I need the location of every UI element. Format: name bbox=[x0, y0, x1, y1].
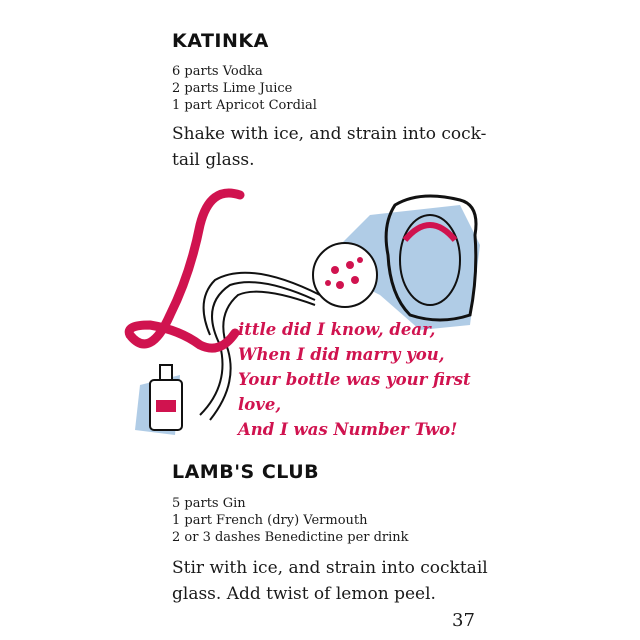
instruction-line: Stir with ice, and strain into cocktail bbox=[172, 558, 488, 578]
lambs-club-ingredients bbox=[172, 495, 409, 546]
bottle-icon bbox=[150, 365, 182, 430]
instruction-line: glass. Add twist of lemon peel. bbox=[172, 584, 436, 604]
poem-line: And I was Number Two! bbox=[238, 420, 458, 439]
poem bbox=[238, 317, 490, 442]
ingredient: 2 parts Lime Juice bbox=[172, 81, 293, 96]
lambs-club-instructions bbox=[172, 555, 488, 607]
katinka-ingredients bbox=[172, 63, 317, 114]
recipe-title-katinka: KATINKA bbox=[172, 30, 269, 52]
poem-line: Your bottle was your first love, bbox=[238, 370, 471, 414]
illustration bbox=[120, 185, 490, 439]
ingredient: 1 part French (dry) Vermouth bbox=[172, 513, 368, 528]
bouquet-icon bbox=[313, 243, 377, 307]
ingredient: 6 parts Vodka bbox=[172, 64, 263, 79]
recipe-title-lambs-club: LAMB'S CLUB bbox=[172, 461, 320, 483]
poem-line: When I did marry you, bbox=[238, 345, 445, 364]
instruction-line: tail glass. bbox=[172, 150, 255, 170]
instruction-line: Shake with ice, and strain into cock- bbox=[172, 124, 487, 144]
katinka-instructions bbox=[172, 121, 486, 173]
ingredient: 2 or 3 dashes Benedictine per drink bbox=[172, 530, 409, 545]
page-number: 37 bbox=[452, 610, 475, 631]
poem-line: ittle did I know, dear, bbox=[238, 320, 436, 339]
ingredient: 1 part Apricot Cordial bbox=[172, 98, 317, 113]
ingredient: 5 parts Gin bbox=[172, 496, 246, 511]
